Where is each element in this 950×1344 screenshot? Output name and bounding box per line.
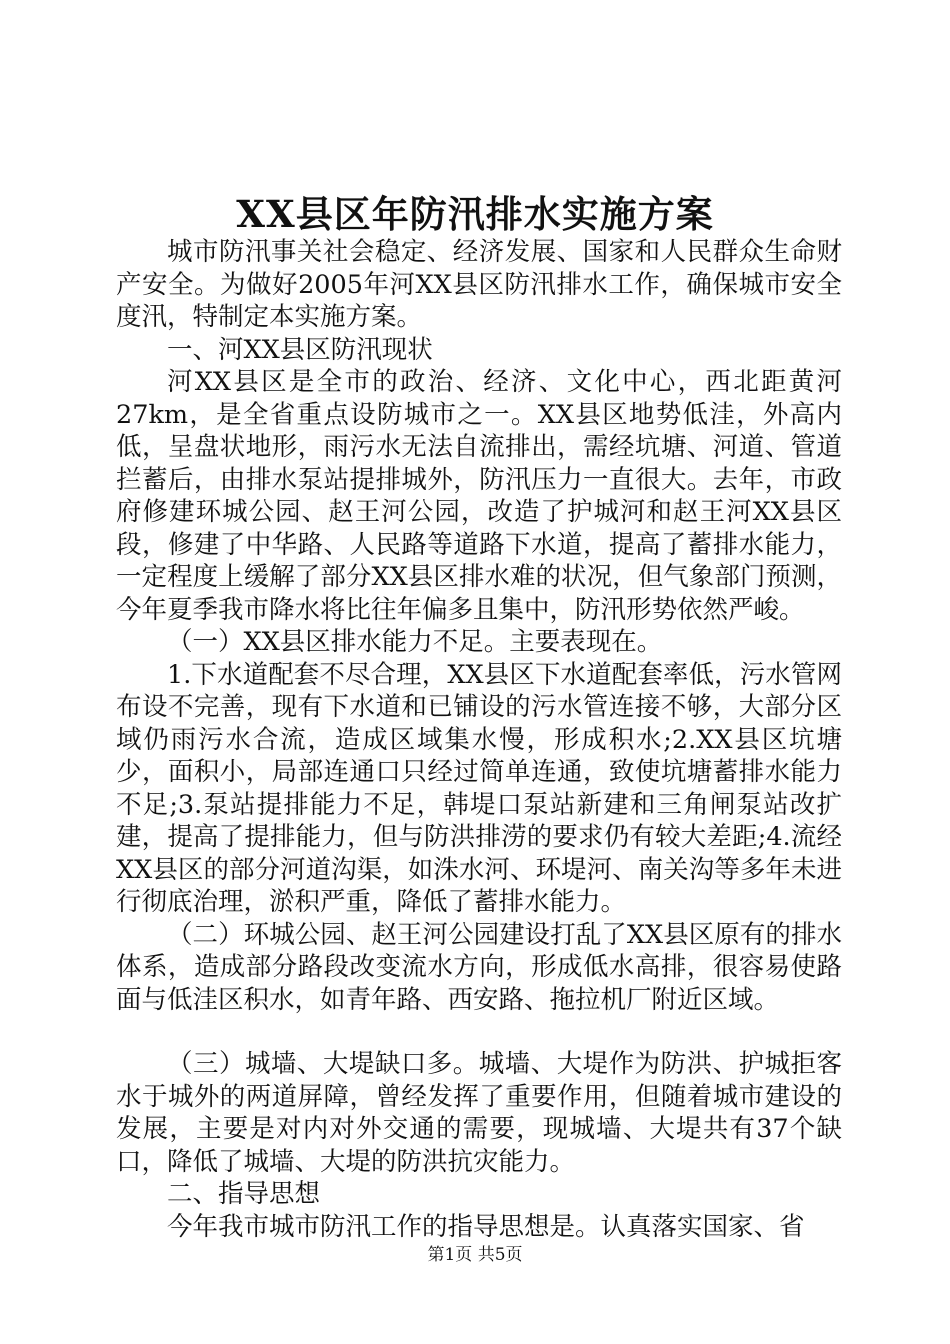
document-title: XX县区年防汛排水实施方案 xyxy=(236,192,714,236)
paragraph-wall-gaps: （三）城墙、大堤缺口多。城墙、大堤作为防洪、护城拒客水于城外的两道屏障，曾经发挥了重要作用，但随着城市建设的发展，主要是对内对外交通的需要，现城墙、大堤共有37个缺口，降低了城墙、大堤的防洪抗灾能力。 xyxy=(116,1049,842,1177)
section-heading-1: 一、河XX县区防汛现状 xyxy=(167,334,433,365)
subsection-heading-1: （一）XX县区排水能力不足。主要表现在。 xyxy=(167,627,663,657)
paragraph-drainage-issues: 1.下水道配套不尽合理，XX县区下水道配套率低，污水管网布设不完善，现有下水道和已铺设的污水管连接不够，大部分区域仍雨污水合流，造成区域集水慢，形成积水;2.XX县区坑塘少，面积小，局部连通口只经过简单连通，致使坑塘蓄排水能力不足;3.泵站提排能力不足，韩堤口泵站新建和三角闸泵站改扩建，提高了提排能力，但与防洪排涝的要求仍有较大差距;4.流经XX县区的部分河道沟渠，如洙水河、环堤河、南关沟等多年未进行彻底治理，淤积严重，降低了蓄排水能力。 xyxy=(116,659,842,917)
paragraph-park-construction: （二）环城公园、赵王河公园建设打乱了XX县区原有的排水体系，造成部分路段改变流水方向，形成低水高排，很容易使路面与低洼区积水，如青年路、西安路、拖拉机厂附近区域。 xyxy=(116,919,842,1015)
section-heading-2: 二、指导思想 xyxy=(167,1179,321,1209)
paragraph-intro: 城市防汛事关社会稳定、经济发展、国家和人民群众生命财产安全。为做好2005年河XX县区防汛排水工作，确保城市安全度汛，特制定本实施方案。 xyxy=(116,237,842,332)
paragraph-guiding-idea: 今年我市城市防汛工作的指导思想是。认真落实国家、省 xyxy=(167,1211,805,1242)
paragraph-status: 河XX县区是全市的政治、经济、文化中心，西北距黄河27km，是全省重点设防城市之一。XX县区地势低洼，外高内低，呈盘状地形，雨污水无法自流排出，需经坑塘、河道、管道拦蓄后，由排水泵站提排城外，防汛压力一直很大。去年，市政府修建环城公园、赵王河公园，改造了护城河和赵王河XX县区段，修建了中华路、人民路等道路下水道，提高了蓄排水能力，一定程度上缓解了部分XX县区排水难的状况，但气象部门预测，今年夏季我市降水将比往年偏多且集中，防汛形势依然严峻。 xyxy=(116,367,842,625)
page-footer: 第1页 共5页 xyxy=(427,1245,523,1265)
document-body xyxy=(116,236,842,1243)
